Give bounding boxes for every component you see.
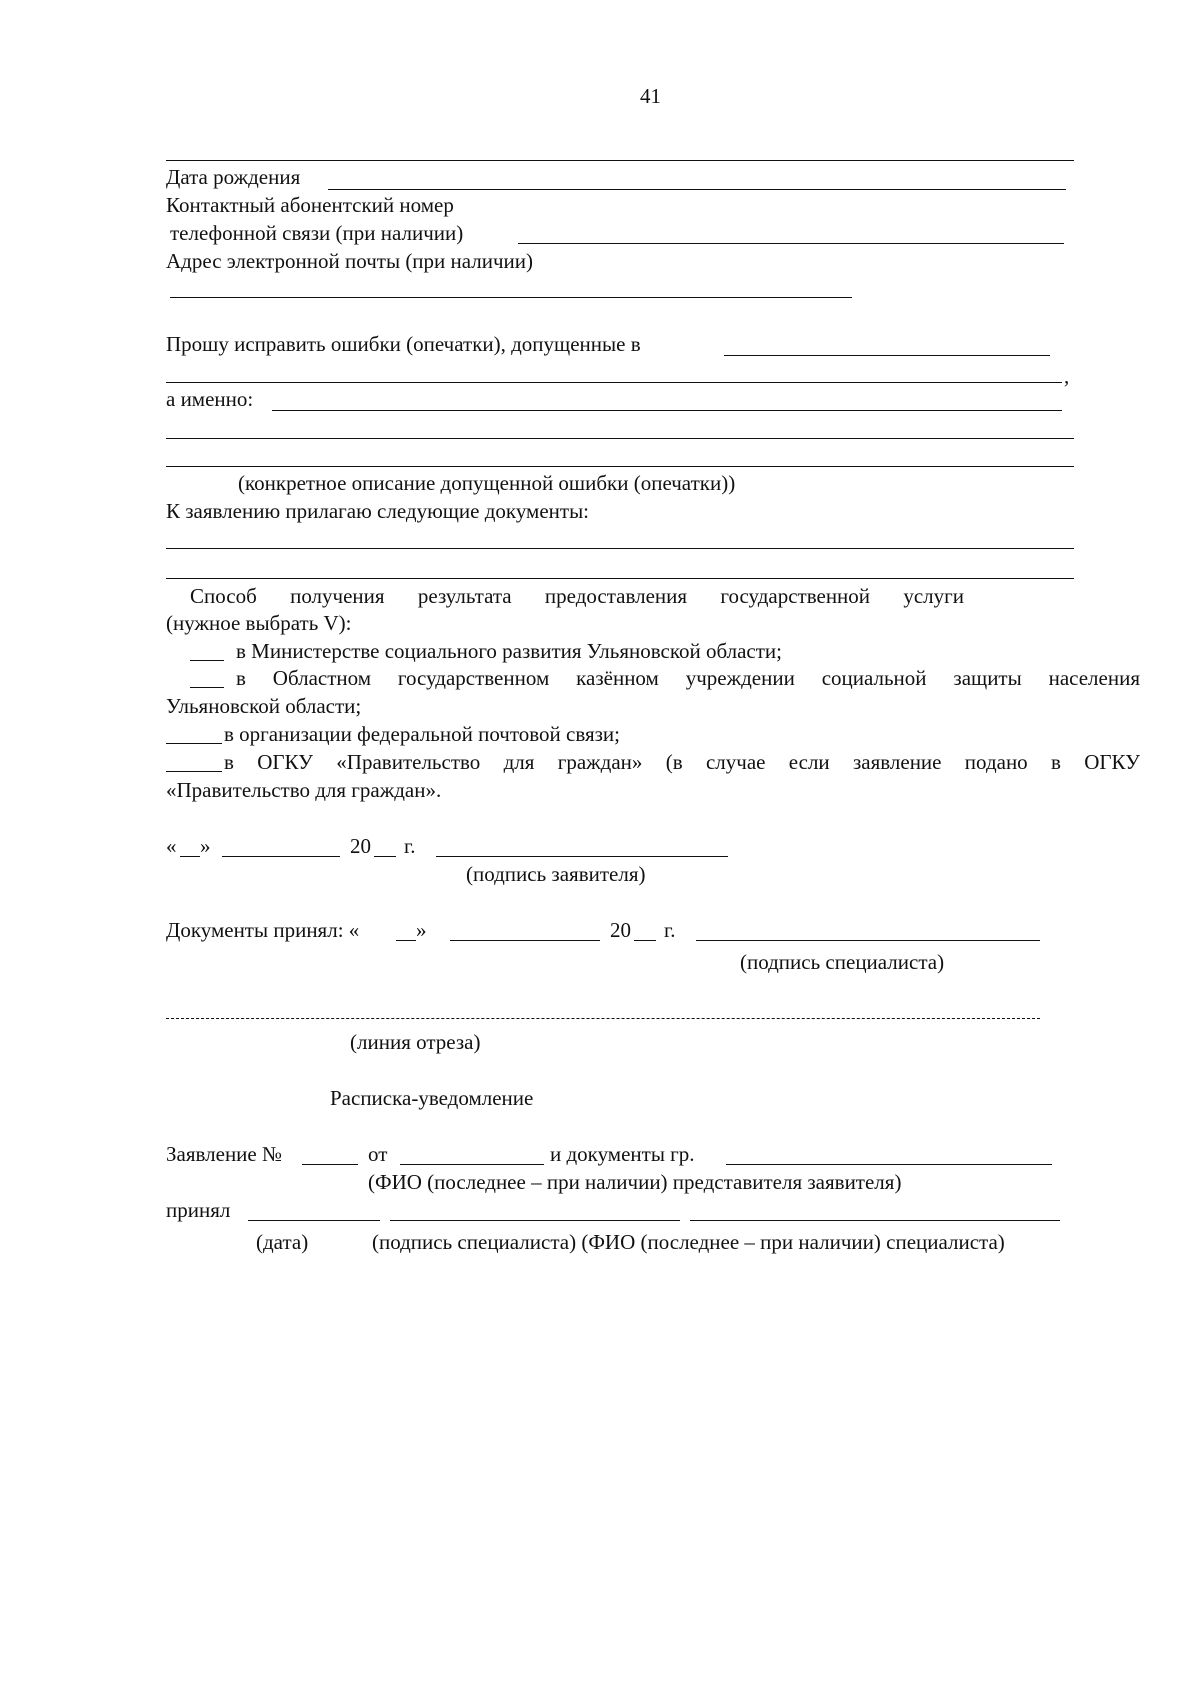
attachments-field-2[interactable] [166, 578, 1074, 579]
receipt-sign-caption: (подпись специалиста) (ФИО (последнее – при наличии) специалиста) [372, 1230, 1005, 1254]
receipt-date-field[interactable] [248, 1220, 380, 1221]
option-post-label: в организации федеральной почтовой связи; [224, 722, 621, 746]
specialist-signature-field[interactable] [696, 940, 1040, 941]
email-field[interactable] [170, 297, 852, 298]
option-mfc-label: в ОГКУ «Правительство для граждан» (в случае если заявление подано в ОГКУ [224, 750, 1140, 774]
accepted-year-suffix: г. [664, 918, 676, 942]
applicant-year-field[interactable] [374, 856, 396, 857]
phone-label-line1: Контактный абонентский номер [166, 193, 454, 217]
applicant-day-field[interactable] [180, 856, 200, 857]
application-date-field[interactable] [400, 1164, 544, 1165]
date-close-quote: » [200, 834, 211, 858]
receipt-specialist-name-field[interactable] [690, 1220, 1060, 1221]
page-number: 41 [640, 84, 661, 108]
citizen-name-field[interactable] [726, 1164, 1052, 1165]
fix-errors-field-continued[interactable] [166, 382, 1062, 383]
fix-errors-comma: , [1064, 364, 1070, 388]
receipt-title: Расписка-уведомление [330, 1086, 534, 1110]
fix-errors-label: Прошу исправить ошибки (опечатки), допущенные в [166, 332, 641, 356]
option-ministry-label: в Министерстве социального развития Ульяновской области; [236, 639, 782, 663]
application-from-label: от [368, 1142, 388, 1166]
attachments-field-1[interactable] [166, 548, 1074, 549]
option-ogku-social-checkbox[interactable] [190, 687, 224, 688]
option-ogku-social-label-cont: Ульяновской области; [166, 694, 362, 718]
accepted-day-field[interactable] [396, 940, 416, 941]
top-rule [166, 160, 1074, 161]
method-line2: (нужное выбрать V): [166, 611, 352, 635]
specialist-signature-caption: (подпись специалиста) [740, 950, 945, 974]
option-mfc-label-cont: «Правительство для граждан». [166, 778, 442, 802]
phone-label-line2: телефонной связи (при наличии) [170, 221, 464, 245]
namely-field[interactable] [272, 410, 1062, 411]
accepted-year-field[interactable] [634, 940, 656, 941]
birth-date-label: Дата рождения [166, 165, 301, 189]
cut-line [166, 1018, 1040, 1019]
applicant-signature-caption: (подпись заявителя) [466, 862, 646, 886]
accepted-by-label: принял [166, 1198, 231, 1222]
date-open-quote: « [166, 834, 177, 858]
receipt-signature-field[interactable] [390, 1220, 680, 1221]
application-number-field[interactable] [302, 1164, 358, 1165]
option-ogku-social-label: в Областном государственном казённом учреждении социальной защиты населения [236, 666, 1140, 690]
accepted-date-close-quote: » [416, 918, 427, 942]
namely-label: а именно: [166, 387, 254, 411]
accepted-month-field[interactable] [450, 940, 600, 941]
option-post-checkbox[interactable] [166, 743, 222, 744]
year-prefix: 20 [350, 834, 371, 858]
option-mfc-checkbox[interactable] [166, 771, 222, 772]
cut-line-caption: (линия отреза) [350, 1030, 481, 1054]
method-line1: Способ получения результата предоставления государственной услуги [190, 584, 964, 608]
email-label: Адрес электронной почты (при наличии) [166, 249, 534, 273]
year-suffix: г. [404, 834, 416, 858]
attach-label: К заявлению прилагаю следующие документы: [166, 499, 590, 523]
receipt-date-caption: (дата) [256, 1230, 309, 1254]
birth-date-field[interactable] [328, 189, 1066, 190]
documents-label: и документы гр. [550, 1142, 695, 1166]
applicant-signature-field[interactable] [436, 856, 728, 857]
accepted-label: Документы принял: « [166, 918, 360, 942]
application-number-label: Заявление № [166, 1142, 283, 1166]
description-caption: (конкретное описание допущенной ошибки (опечатки)) [238, 471, 736, 495]
namely-field-3[interactable] [166, 466, 1074, 467]
fix-errors-field[interactable] [724, 355, 1050, 356]
accepted-year-prefix: 20 [610, 918, 631, 942]
representative-caption: (ФИО (последнее – при наличии) представителя заявителя) [368, 1170, 902, 1194]
phone-field[interactable] [518, 243, 1064, 244]
namely-field-2[interactable] [166, 438, 1074, 439]
option-ministry-checkbox[interactable] [190, 660, 224, 661]
applicant-month-field[interactable] [222, 856, 340, 857]
